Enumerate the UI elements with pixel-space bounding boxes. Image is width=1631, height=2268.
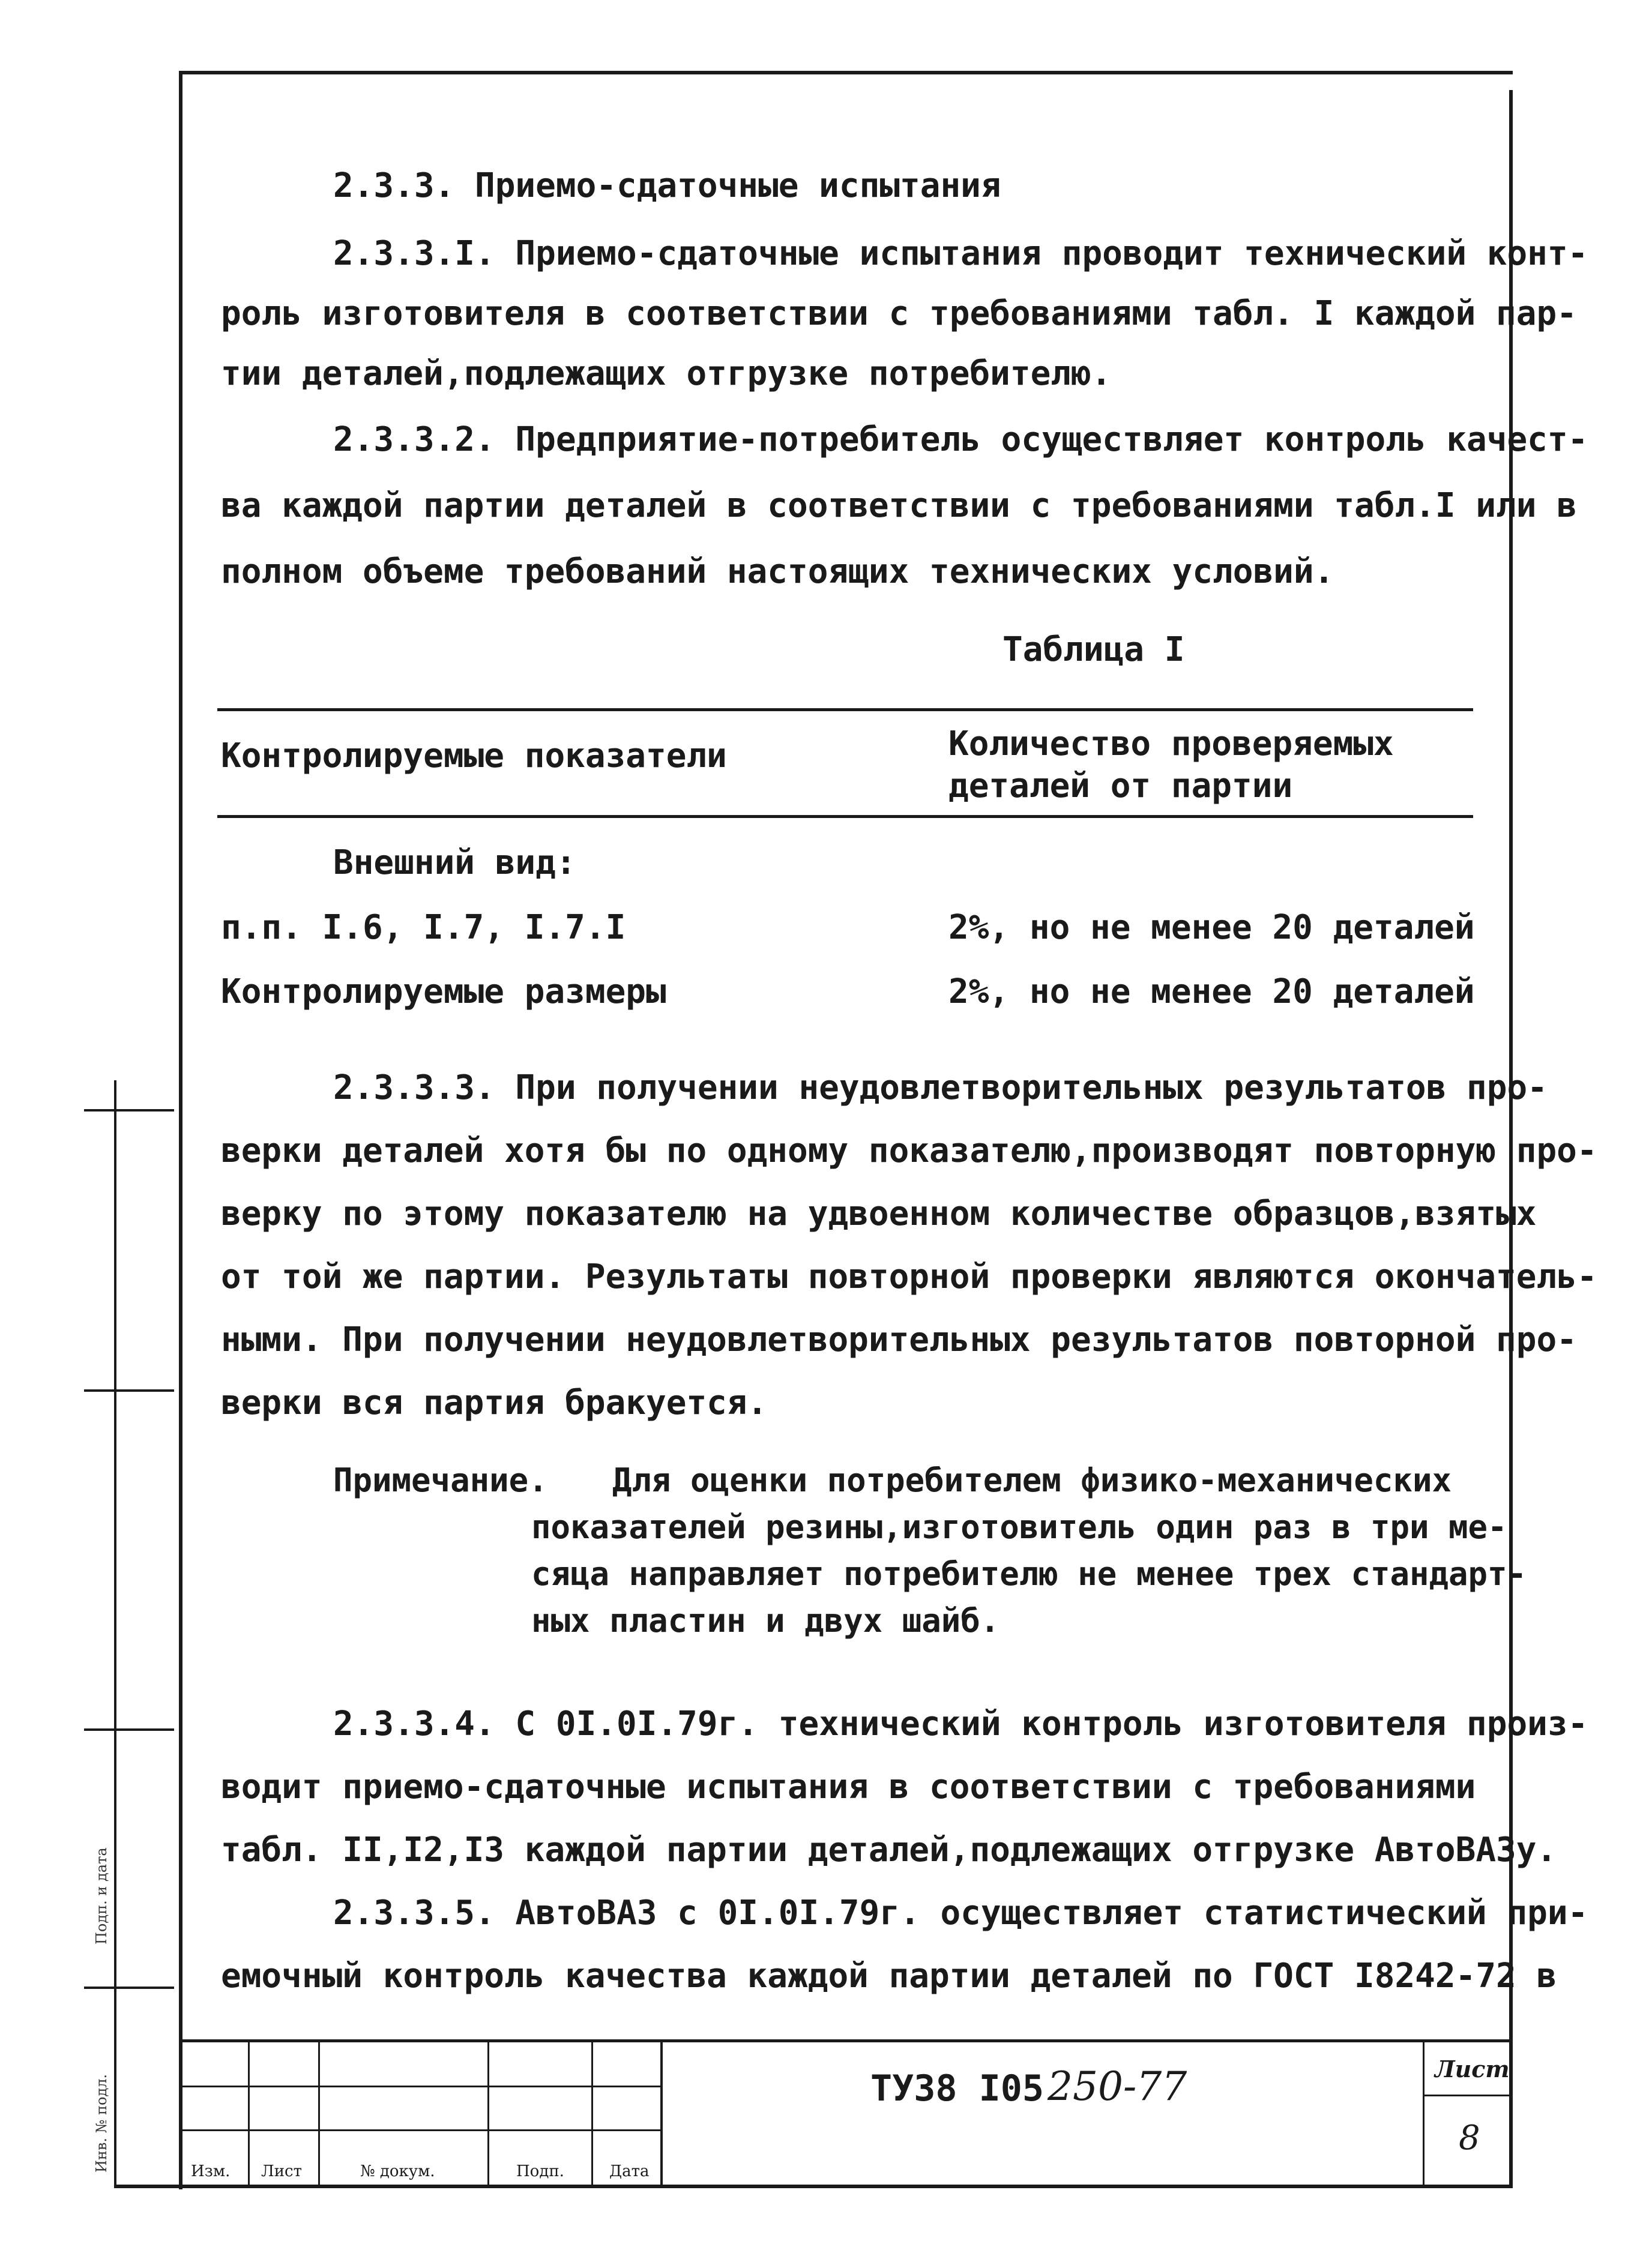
stamp-col-izm: Изм. (191, 2162, 231, 2180)
frame-bottom (114, 2185, 1513, 2188)
stamp-col-sep (248, 2039, 250, 2186)
stamp-col-date: Дата (609, 2162, 650, 2180)
sheet-label: Лист (1435, 2056, 1510, 2083)
frame-left (179, 71, 182, 2189)
margin-line-v (114, 1080, 116, 2188)
margin-tick (84, 1109, 174, 1111)
stamp-col-doc: № докум. (360, 2162, 435, 2180)
section-heading: 2.3.3. Приемо-сдаточные испытания (333, 166, 1001, 205)
para2-line1: 2.3.3.2. Предприятие-потребитель осуществляет контроль качест- (333, 420, 1588, 459)
margin-inv-label: Инв. № подл. (93, 2074, 110, 2173)
para1-line2: роль изготовителя в соответствии с требованиями табл. I каждой пар- (221, 294, 1577, 333)
para5-line1: 2.3.3.5. АвтоВАЗ с 0I.0I.79г. осуществляет статистический при- (333, 1894, 1588, 1933)
margin-tick (84, 1987, 174, 1989)
margin-podp-label: Подп. и дата (93, 1847, 110, 1945)
note-line2: показателей резины,изготовитель один раз в три ме- (531, 1508, 1507, 1546)
stamp-top-rule (180, 2039, 1513, 2042)
margin-tick (84, 1728, 174, 1731)
stamp-sheet-box-h (1423, 2095, 1513, 2096)
para3-line1: 2.3.3.3. При получении неудовлетворительных результатов про- (333, 1068, 1548, 1107)
table-row3-col1: Контролируемые размеры (221, 972, 666, 1011)
stamp-row-rule (180, 2086, 660, 2087)
table-col2-header-line1: Количество проверяемых (948, 724, 1394, 763)
para4-line3: табл. II,I2,I3 каждой партии деталей,подлежащих отгрузке АвтоВАЗу. (221, 1830, 1557, 1869)
table-row2-col1: п.п. I.6, I.7, I.7.I (221, 908, 626, 947)
note-line3: сяца направляет потребителю не менее трех стандарт- (531, 1555, 1527, 1593)
stamp-col-podp: Подп. (516, 2162, 564, 2180)
note-label: Примечание. (333, 1461, 548, 1499)
margin-tick (84, 1389, 174, 1392)
para2-line2: ва каждой партии деталей в соответствии с требованиями табл.I или в (221, 486, 1577, 525)
para1-line3: тии деталей,подлежащих отгрузке потребителю. (221, 354, 1112, 393)
para3-line6: верки вся партия бракуется. (221, 1383, 768, 1422)
para5-line2: емочный контроль качества каждой партии деталей по ГОСТ I8242-72 в (221, 1957, 1557, 1996)
note-line1: Для оценки потребителем физико-механических (612, 1461, 1452, 1499)
stamp-col-sep (591, 2039, 593, 2186)
table-rule-mid (217, 815, 1473, 818)
table-col2-header-line2: деталей от партии (948, 766, 1293, 805)
table-row1-col1: Внешний вид: (333, 843, 576, 882)
table-col1-header: Контролируемые показатели (221, 736, 727, 775)
frame-top (179, 71, 1513, 74)
para3-line4: от той же партии. Результаты повторной проверки являются окончатель- (221, 1257, 1597, 1296)
para4-line1: 2.3.3.4. С 0I.0I.79г. технический контроль изготовителя произ- (333, 1704, 1588, 1743)
para4-line2: водит приемо-сдаточные испытания в соответствии с требованиями (221, 1767, 1476, 1806)
para2-line3: полном объеме требований настоящих технических условий. (221, 552, 1334, 591)
stamp-row-rule (180, 2129, 660, 2131)
para3-line5: ными. При получении неудовлетворительных результатов повторной про- (221, 1320, 1577, 1359)
table-row3-col2: 2%, но не менее 20 деталей (948, 972, 1475, 1011)
doc-code-handwritten: 250-77 (1048, 2063, 1187, 2110)
doc-code-printed: ТУЗ8 I05 (870, 2068, 1044, 2110)
stamp-divider-v (660, 2039, 663, 2186)
stamp-col-sep (318, 2039, 320, 2186)
para3-line2: верки деталей хотя бы по одному показателю,производят повторную про- (221, 1131, 1597, 1170)
table-caption: Таблица I (1002, 630, 1185, 669)
sheet-number: 8 (1459, 2119, 1480, 2158)
stamp-col-sep (487, 2039, 489, 2186)
table-rule-top (217, 708, 1473, 711)
table-row2-col2: 2%, но не менее 20 деталей (948, 908, 1475, 947)
para3-line3: верку по этому показателю на удвоенном количестве образцов,взятых (221, 1194, 1537, 1233)
note-line4: ных пластин и двух шайб. (531, 1602, 1000, 1640)
stamp-col-list: Лист (261, 2162, 302, 2180)
stamp-sheet-box-v (1423, 2039, 1424, 2186)
para1-line1: 2.3.3.I. Приемо-сдаточные испытания проводит технический конт- (333, 234, 1588, 273)
